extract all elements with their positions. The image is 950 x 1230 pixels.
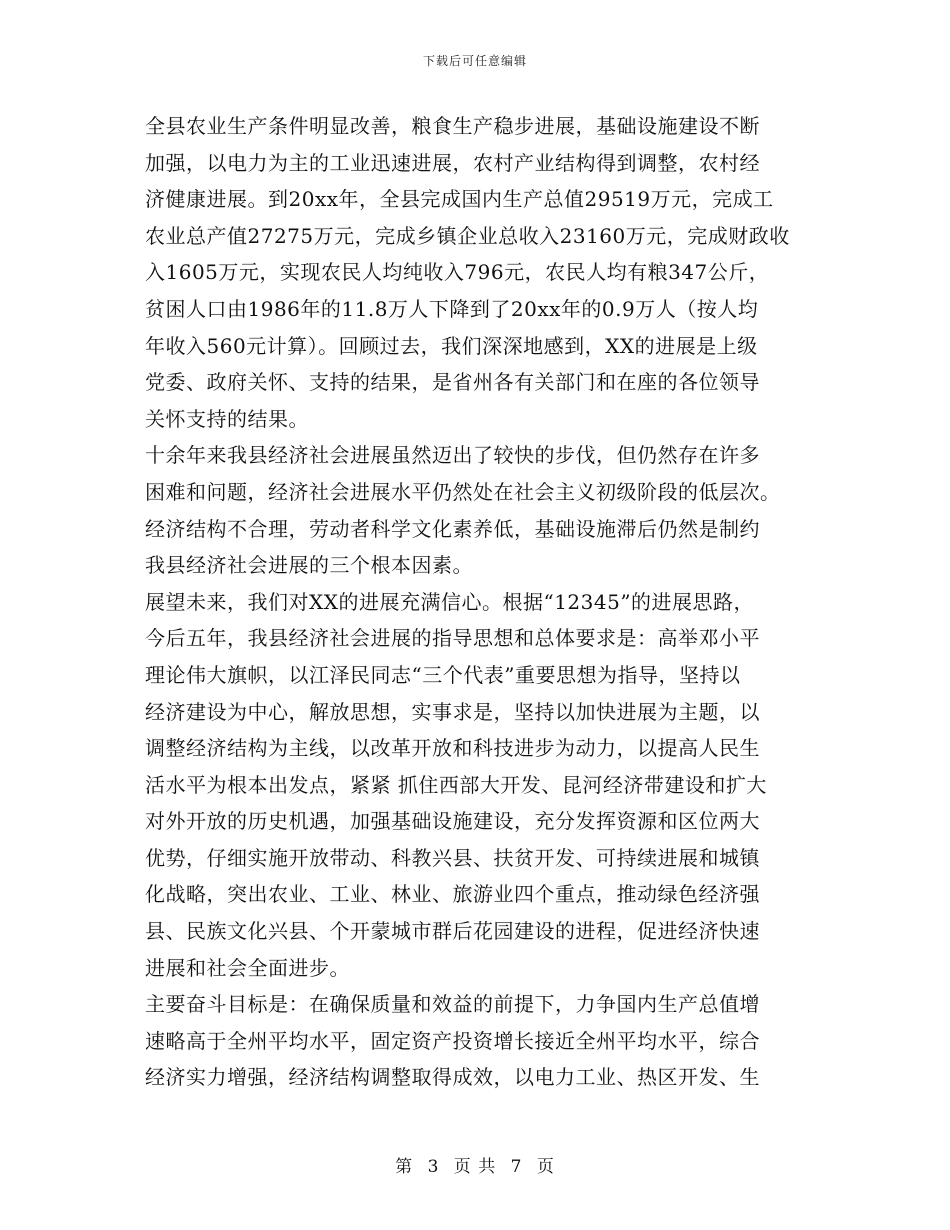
text-line: 今后五年，我县经济社会进展的指导思想和总体要求是：高举邓小平	[145, 626, 760, 651]
text-line: 困难和问题，经济社会进展水平仍然处在社会主义初级阶段的低层次。	[145, 479, 781, 504]
text-line: 活水平为根本出发点，紧紧 抓住西部大开发、昆河经济带建设和扩大	[145, 772, 767, 797]
text-line: 经济结构不合理，劳动者科学文化素养低，基础设施滞后仍然是制约	[145, 516, 760, 541]
text-line: 经济建设为中心，解放思想，实事求是，坚持以加快进展为主题，以	[145, 699, 760, 724]
text-line: 党委、政府关怀、支持的结果，是省州各有关部门和在座的各位领导	[145, 370, 760, 395]
text-line: 化战略，突出农业、工业、林业、旅游业四个重点，推动绿色经济强	[145, 882, 760, 907]
header-note: 下载后可任意编辑	[422, 54, 527, 68]
page-footer	[0, 1152, 950, 1177]
text-line: 调整经济结构为主线，以改革开放和科技进步为动力，以提高人民生	[145, 736, 760, 761]
current-page-number: 3	[427, 1157, 440, 1177]
footer-prefix: 第	[395, 1157, 414, 1177]
footer-middle: 页 共	[453, 1157, 497, 1177]
text-line: 入1605万元，实现农民人均纯收入796元，农民人均有粮347公斤，	[145, 260, 770, 285]
text-line: 展望未来，我们对XX的进展充满信心。根据“12345”的进展思路，	[145, 589, 755, 614]
text-line: 对外开放的历史机遇，加强基础设施建设，充分发挥资源和区位两大	[145, 809, 760, 834]
text-line: 关怀支持的结果。	[145, 406, 309, 431]
body-text	[145, 108, 805, 1096]
text-line: 县、民族文化兴县、个开蒙城市群后花园建设的进程，促进经济快速	[145, 919, 760, 944]
text-line: 全县农业生产条件明显改善，粮食生产稳步进展，基础设施建设不断	[145, 114, 760, 138]
text-line: 农业总产值27275万元，完成乡镇企业总收入23160万元，完成财政收	[145, 223, 790, 248]
text-line: 经济实力增强，经济结构调整取得成效，以电力工业、热区开发、生	[145, 1065, 760, 1090]
text-line: 进展和社会全面进步。	[145, 955, 350, 980]
text-line: 我县经济社会进展的三个根本因素。	[145, 553, 473, 578]
text-line: 速略高于全州平均水平，固定资产投资增长接近全州平均水平，综合	[145, 1028, 760, 1053]
text-line: 加强，以电力为主的工业迅速进展，农村产业结构得到调整，农村经	[145, 150, 760, 175]
text-line: 优势，仔细实施开放带动、科教兴县、扶贫开发、可持续进展和城镇	[145, 845, 760, 870]
text-line: 理论伟大旗帜，以江泽民同志“三个代表”重要思想为指导，坚持以	[145, 662, 741, 687]
text-line: 年收入560元计算）。回顾过去，我们深深地感到，XX的进展是上级	[145, 333, 758, 358]
text-line: 贫困人口由1986年的11.8万人下降到了20xx年的0.9万人（按人均	[145, 296, 759, 321]
text-line: 主要奋斗目标是：在确保质量和效益的前提下，力争国内生产总值增	[145, 992, 760, 1017]
footer-suffix: 页	[536, 1157, 555, 1177]
text-line: 济健康进展。到20xx年，全县完成国内生产总值29519万元，完成工	[145, 187, 774, 212]
text-line: 十余年来我县经济社会进展虽然迈出了较快的步伐，但仍然存在许多	[145, 443, 760, 468]
total-pages-number: 7	[510, 1157, 523, 1177]
